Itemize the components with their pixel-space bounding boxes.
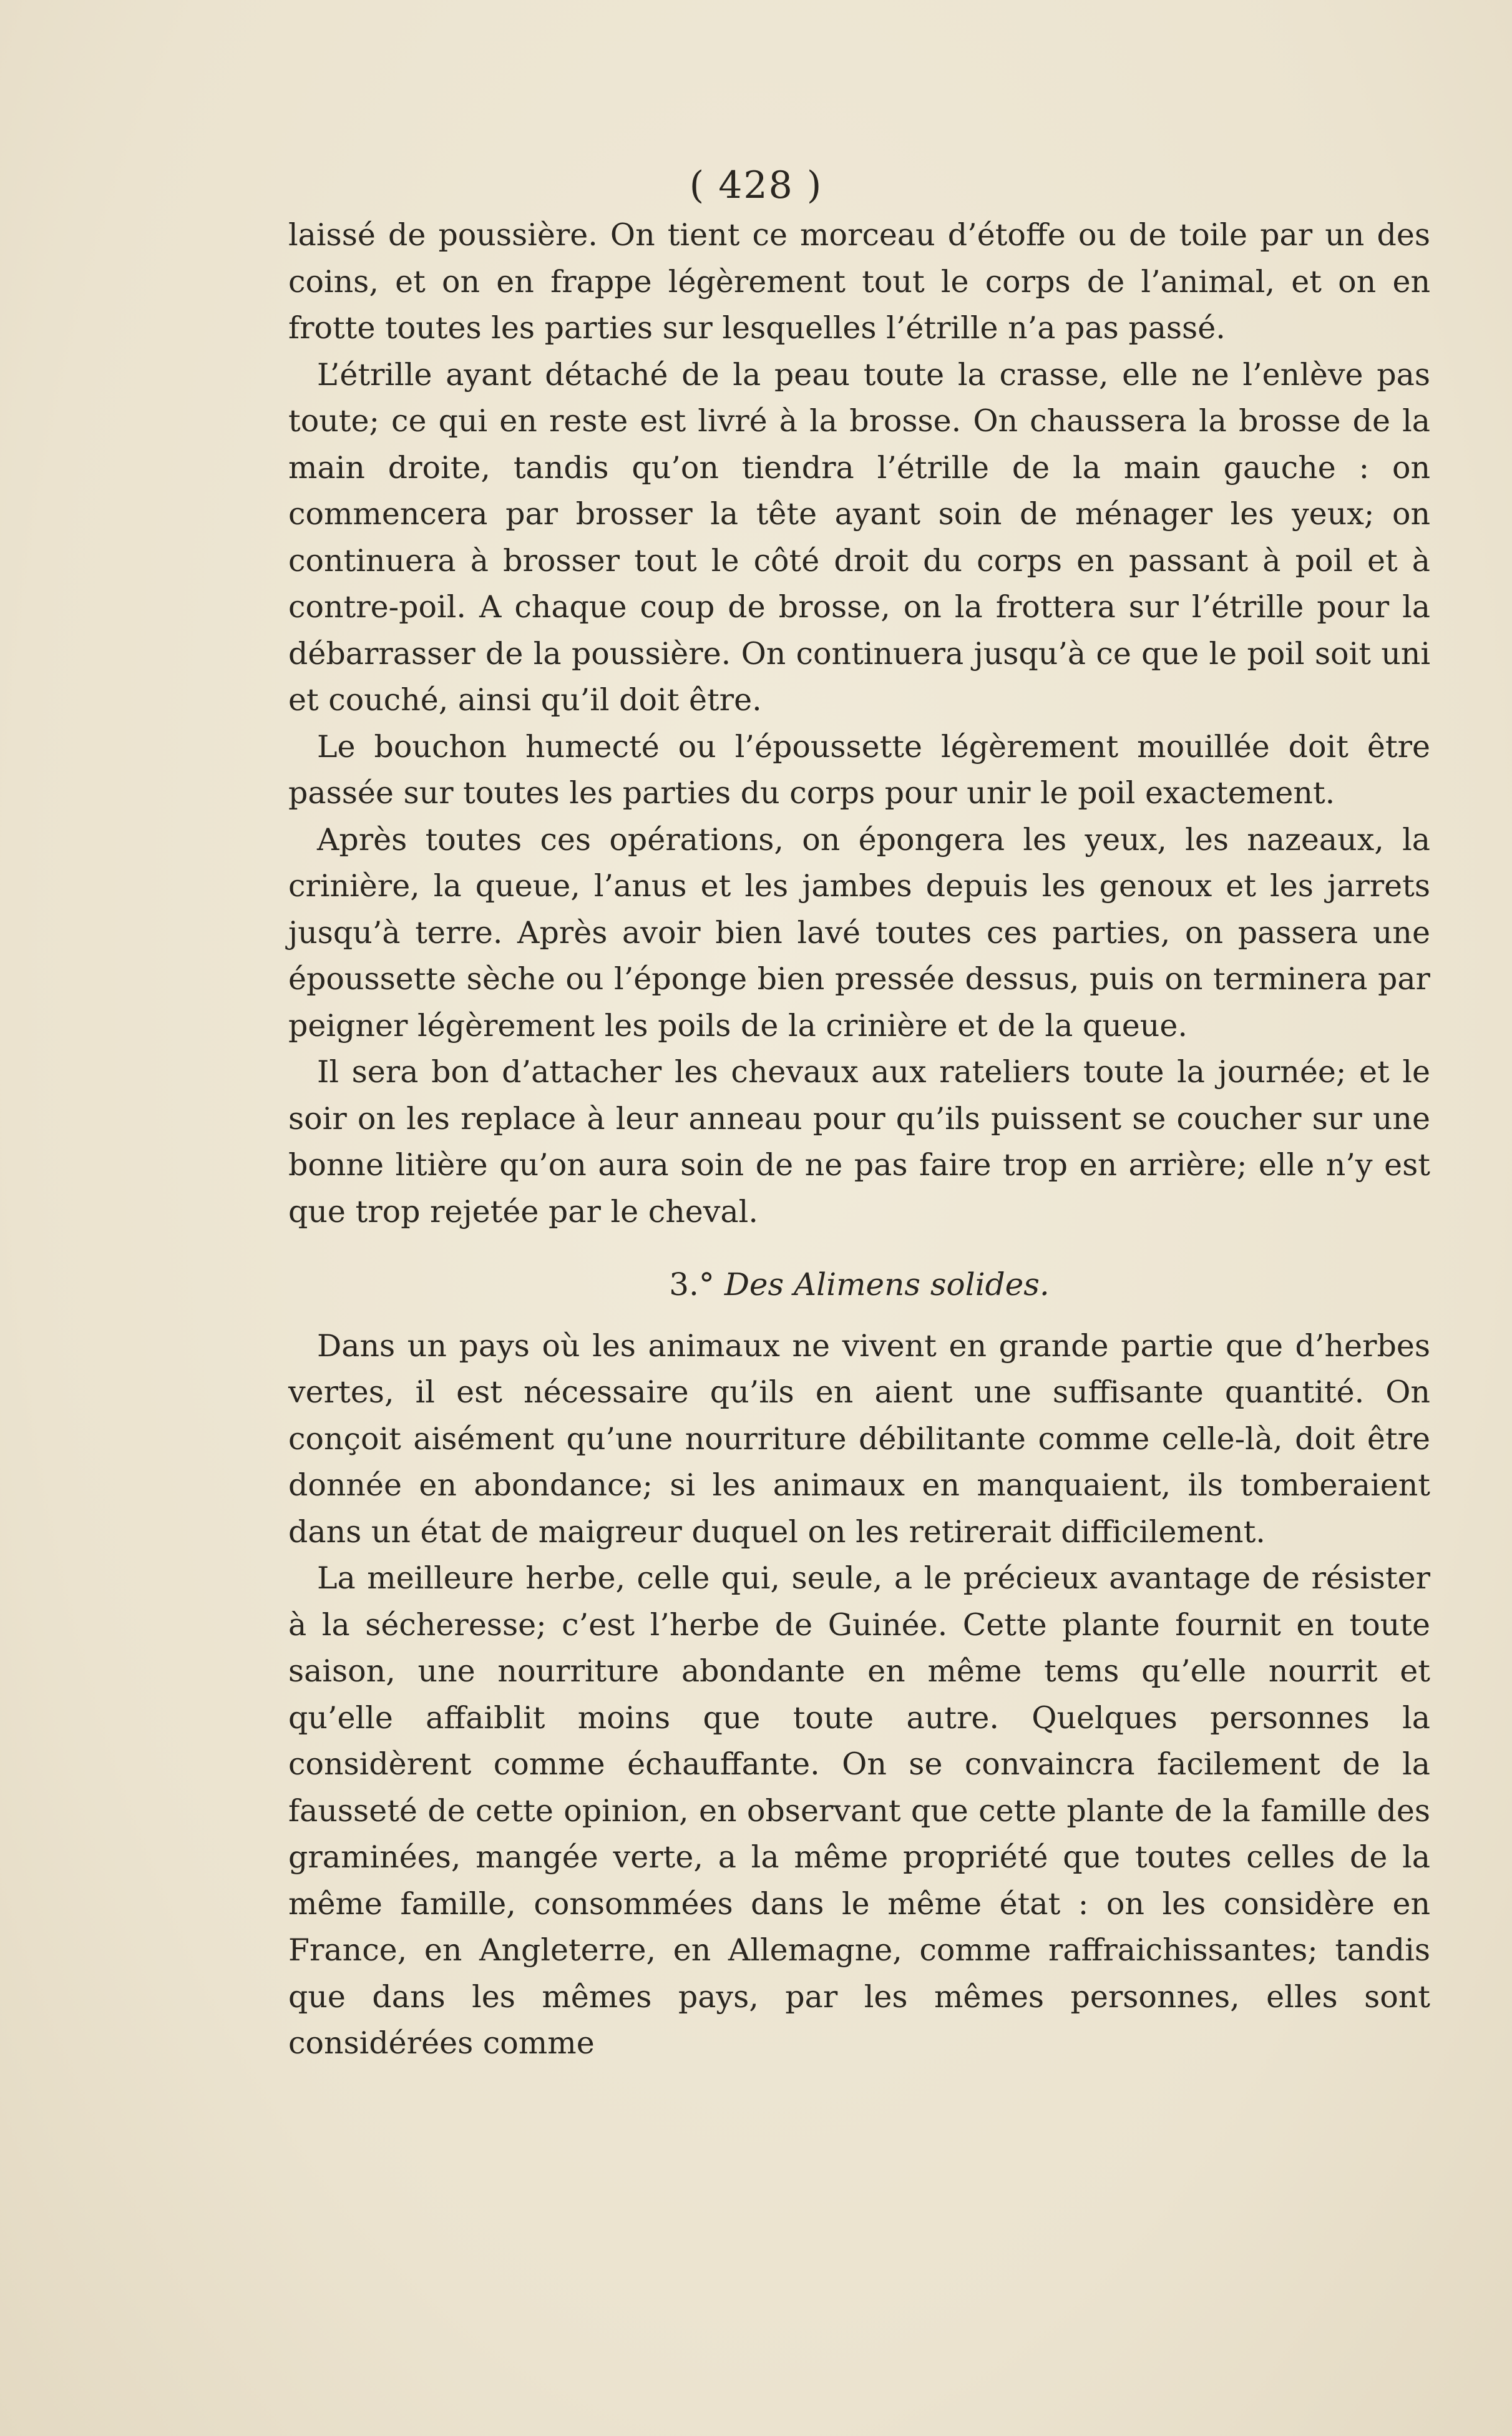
paragraph: L’étrille ayant détaché de la peau toute la crasse, elle ne l’enlève pas toute; ce qui en reste est livré à la brosse. On chaussera la brosse de la main droite, tandis qu’on tiendra l’étrille de la main gauche : on commencera par brosser la tête ayant soin de ménager les yeux; on continuera à brosser tout le côté droit du corps en passant à poil et à contre-poil. A chaque coup de brosse, on la frottera sur l’étrille pour la débarrasser de la poussière. On continuera jusqu’à ce que le poil soit uni et couché, ainsi qu’il doit être. xyxy=(288,356,1430,718)
section-heading xyxy=(288,1261,1430,1308)
page-number: ( 428 ) xyxy=(689,164,823,207)
paragraph: Il sera bon d’attacher les chevaux aux rateliers toute la journée; et le soir on les replace à leur anneau pour qu’ils puissent se coucher sur une bonne litière qu’on aura soin de ne pas faire trop en arrière; elle n’y est que trop rejetée par le cheval. xyxy=(288,1054,1430,1230)
paragraph: Le bouchon humecté ou l’époussette légèrement mouillée doit être passée sur toutes les parties du corps pour unir le poil exactement. xyxy=(288,728,1430,811)
paragraph: La meilleure herbe, celle qui, seule, a le précieux avantage de résister à la sécheresse; c’est l’herbe de Guinée. Cette plante fournit en toute saison, une nourriture abondante en même tems qu’elle nourrit et qu’elle affaiblit moins que toute autre. Quelques personnes la considèrent comme échauffante. On se convaincra facilement de la fausseté de cette opinion, en observant que cette plante de la famille des graminées, mangée verte, a la même propriété que toutes celles de la même famille, consommées dans le même état : on les considère en France, en Angleterre, en Allemagne, comme raffraichissantes; tandis que dans les mêmes pays, par les mêmes personnes, elles sont considérées comme xyxy=(288,1560,1430,2061)
body-text xyxy=(288,212,1430,2067)
paragraph: Après toutes ces opérations, on épongera les yeux, les nazeaux, la crinière, la queue, l’anus et les jambes depuis les genoux et les jarrets jusqu’à terre. Après avoir bien lavé toutes ces parties, on passera une époussette sèche ou l’éponge bien pressée dessus, puis on terminera par peigner légèrement les poils de la crinière et de la queue. xyxy=(288,821,1430,1044)
paragraph: Dans un pays où les animaux ne vivent en grande partie que d’herbes vertes, il est nécessaire qu’ils en aient une suffisante quantité. On conçoit aisément qu’une nourriture débilitante comme celle-là, doit être donnée en abondance; si les animaux en manquaient, ils tomberaient dans un état de maigreur duquel on les retirerait difficilement. xyxy=(288,1328,1430,1550)
paragraph: laissé de poussière. On tient ce morceau d’étoffe ou de toile par un des coins, et on en frappe légèrement tout le corps de l’animal, et on en frotte toutes les parties sur lesquelles l’étrille n’a pas passé. xyxy=(288,217,1430,346)
section-number: 3.° xyxy=(669,1266,715,1303)
section-title: Des Alimens solides. xyxy=(724,1266,1050,1303)
